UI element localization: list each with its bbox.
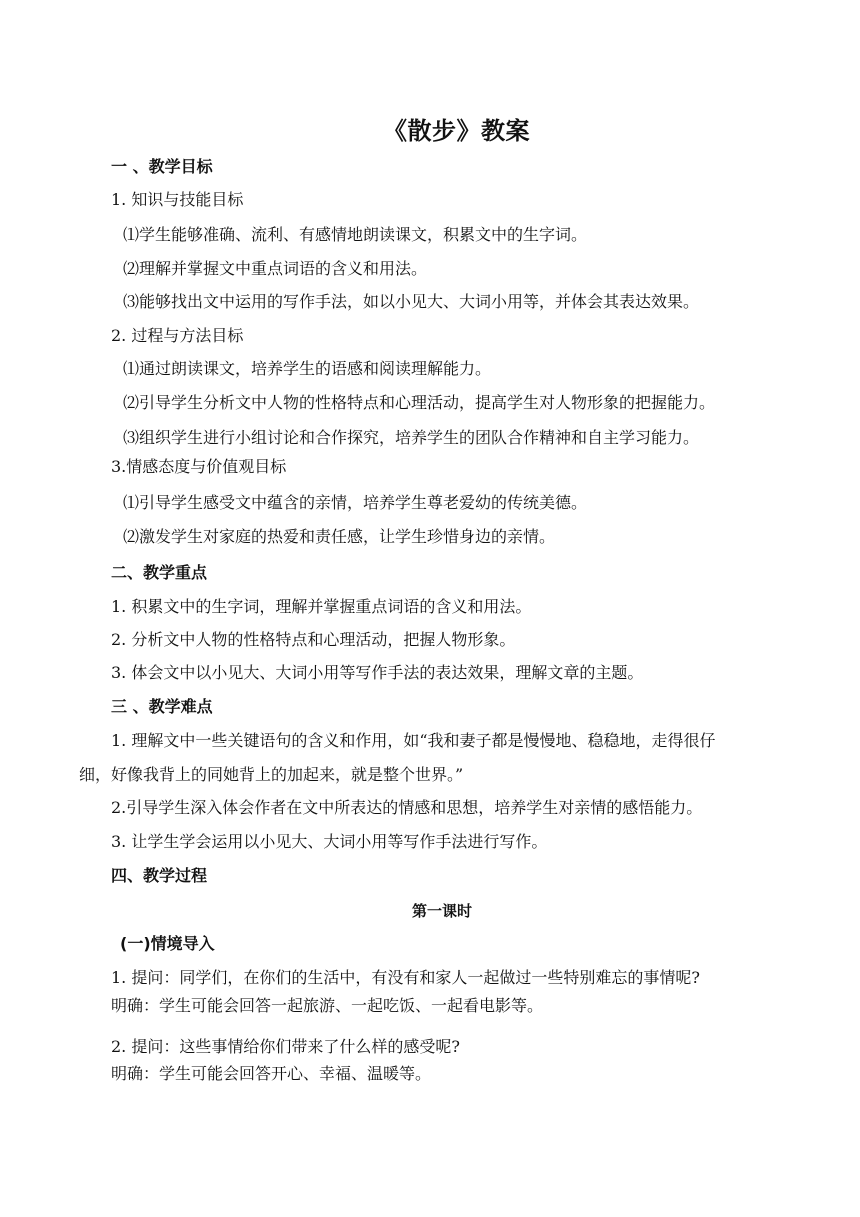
question-text: 2. 提问：这些事情给你们带来了什么样的感受呢? [111,1037,460,1056]
list-item: ⑴学生能够准确、流利、有感情地朗读课文，积累文中的生字词。 [123,225,588,244]
subheading-knowledge-goals: 1. 知识与技能目标 [111,190,244,209]
answer-text: 明确：学生可能会回答一起旅游、一起吃饭、一起看电影等。 [111,996,544,1015]
list-item: ⑴通过朗读课文，培养学生的语感和阅读理解能力。 [123,359,492,378]
list-item: 2.引导学生深入体会作者在文中所表达的情感和思想，培养学生对亲情的感悟能力。 [111,798,703,817]
list-item: ⑵激发学生对家庭的热爱和责任感，让学生珍惜身边的亲情。 [123,527,556,546]
section-heading-process: 四、教学过程 [111,866,208,885]
section-heading-goals: 一 、教学目标 [111,157,213,176]
list-item: ⑴引导学生感受文中蕴含的亲情，培养学生尊老爱幼的传统美德。 [123,493,588,512]
subheading-process-goals: 2. 过程与方法目标 [111,326,244,345]
list-item: ⑵引导学生分析文中人物的性格特点和心理活动，提高学生对人物形象的把握能力。 [123,393,716,412]
list-item: 2. 分析文中人物的性格特点和心理活动，把握人物形象。 [111,630,516,649]
question-text: 1. 提问：同学们，在你们的生活中，有没有和家人一起做过一些特别难忘的事情呢? [111,968,700,987]
list-item: 3. 让学生学会运用以小见大、大词小用等写作手法进行写作。 [111,832,548,851]
subheading-value-goals: 3.情感态度与价值观目标 [111,457,287,476]
list-item: ⑶组织学生进行小组讨论和合作探究，培养学生的团队合作精神和自主学习能力。 [123,428,700,447]
list-item: ⑵理解并掌握文中重点词语的含义和用法。 [123,259,428,278]
list-item-continuation: 细，好像我背上的同她背上的加起来，就是整个世界。” [79,765,464,784]
answer-text: 明确：学生可能会回答开心、幸福、温暖等。 [111,1064,432,1083]
part-heading-intro: (一)情境导入 [120,934,215,953]
list-item: 1. 积累文中的生字词，理解并掌握重点词语的含义和用法。 [111,597,532,616]
section-heading-key-points: 二、教学重点 [111,563,208,582]
list-item: 1. 理解文中一些关键语句的含义和作用，如“我和妻子都是慢慢地、稳稳地，走得很仔 [111,731,716,750]
section-heading-difficulties: 三 、教学难点 [111,697,213,716]
document-title: 《散步》教案 [383,117,530,145]
lesson-heading: 第一课时 [412,902,473,920]
list-item: 3. 体会文中以小见大、大词小用等写作手法的表达效果，理解文章的主题。 [111,663,644,682]
list-item: ⑶能够找出文中运用的写作手法，如以小见大、大词小用等，并体会其表达效果。 [123,292,700,311]
